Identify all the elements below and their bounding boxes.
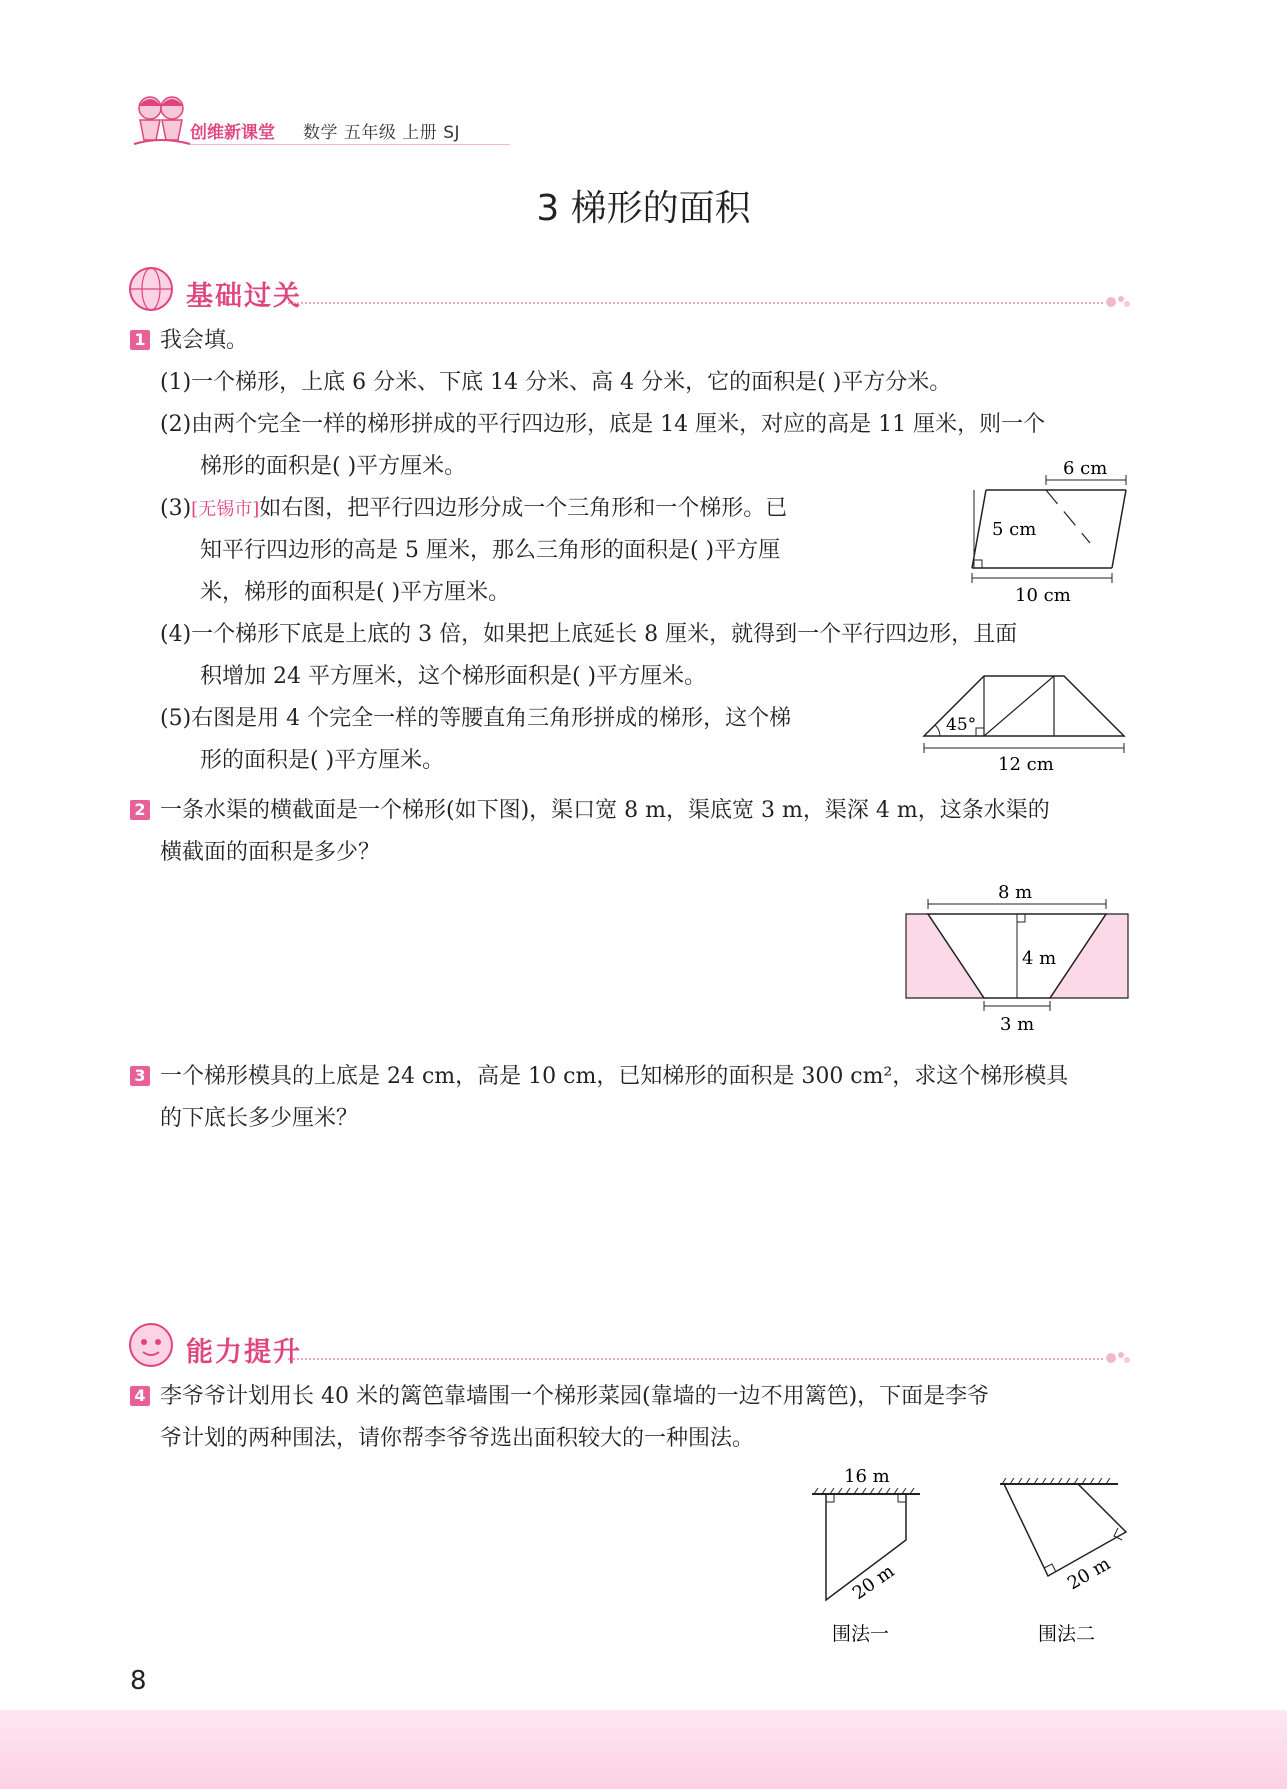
fence-method-1-figure	[806, 1460, 936, 1650]
q3-line2: 的下底长多少厘米？	[160, 1106, 359, 1131]
q1-title: 我会填。	[160, 328, 249, 353]
q1-part5-line2: 形的面积是( )平方厘米。	[200, 748, 445, 773]
header-rule	[190, 144, 510, 145]
angle-arc	[935, 725, 940, 736]
q4-line1: 李爷爷计划用长 40 米的篱笆靠墙围一个梯形菜园(靠墙的一边不用篱笆)，下面是李爷	[160, 1384, 990, 1409]
page-number: 8	[130, 1666, 147, 1696]
figure-edge	[1112, 490, 1126, 568]
canal-cross-section-figure	[900, 878, 1134, 1038]
brand-name: 创维新课堂	[190, 123, 275, 143]
page-title: 3 梯形的面积	[536, 188, 751, 229]
dividing-line	[1046, 490, 1090, 543]
q1-part2-line2: 梯形的面积是( )平方厘米。	[200, 454, 467, 479]
bottom-length-label: 12 cm	[998, 754, 1054, 775]
q2-line1: 一条水渠的横截面是一个梯形(如下图)，渠口宽 8 m，渠底宽 3 m，渠深 4 m，这条水渠的	[160, 798, 1050, 823]
dotted-divider	[288, 302, 1103, 304]
bottom-width-label: 3 m	[1000, 1014, 1035, 1035]
footer-band	[0, 1710, 1287, 1789]
section-advanced	[128, 1322, 1128, 1370]
part-text: 如右图，把平行四边形分成一个三角形和一个梯形。已	[259, 496, 788, 521]
book-info: 数学 五年级 上册 SJ	[303, 123, 461, 143]
section-title: 能力提升	[186, 1337, 302, 1368]
q1-part1: (1)一个梯形，上底 6 分米、下底 14 分米、高 4 分米，它的面积是( )平方分米。	[160, 370, 952, 395]
kids-mascot-icon	[128, 88, 198, 158]
part-number: (3)	[160, 496, 192, 521]
top-width-label: 8 m	[998, 882, 1033, 903]
right-angle-mark	[976, 728, 984, 736]
bottom-length-label: 10 cm	[1015, 585, 1071, 606]
region-tag: [无锡市]	[191, 499, 260, 520]
section-basic	[128, 266, 1128, 314]
right-angle-mark	[974, 560, 982, 568]
thinking-face-badge-icon	[128, 1322, 174, 1368]
depth-label: 4 m	[1022, 948, 1057, 969]
q2-line2: 横截面的面积是多少？	[160, 840, 381, 865]
q1-part5-line1: (5)右图是用 4 个完全一样的等腰直角三角形拼成的梯形，这个梯	[160, 706, 792, 731]
page-header	[128, 88, 528, 158]
q1-part3-line3: 米，梯形的面积是( )平方厘米。	[200, 580, 511, 605]
dots-ornament-icon	[1103, 1350, 1133, 1366]
fence-method-2-figure	[996, 1460, 1136, 1650]
top-length-label: 6 cm	[1063, 458, 1108, 479]
q1-part4-line2: 积增加 24 平方厘米，这个梯形面积是( )平方厘米。	[200, 664, 707, 689]
wall-length-label: 16 m	[844, 1466, 890, 1487]
globe-badge-icon	[128, 266, 174, 312]
q1-part2-line1: (2)由两个完全一样的梯形拼成的平行四边形，底是 14 厘米，对应的高是 11 厘米，则一个	[160, 412, 1046, 437]
four-triangles-trapezoid-figure	[918, 660, 1134, 776]
right-angle-mark	[898, 1494, 906, 1502]
parallelogram-figure	[960, 458, 1140, 606]
side-length-label: 20 m	[1064, 1553, 1115, 1595]
q1-part4-line1: (4)一个梯形下底是上底的 3 倍，如果把上底延长 8 厘米，就得到一个平行四边形，且面	[160, 622, 1018, 647]
q1-part3-line1	[160, 488, 787, 531]
question-number: 1	[130, 330, 150, 350]
side-length-label: 20 m	[848, 1560, 899, 1605]
right-angle-mark	[826, 1494, 834, 1502]
q3-line1: 一个梯形模具的上底是 24 cm，高是 10 cm，已知梯形的面积是 300 cm²，求这个梯形模具	[160, 1064, 1069, 1089]
question-number: 4	[130, 1386, 150, 1406]
section-title: 基础过关	[186, 281, 302, 312]
dotted-divider	[288, 1358, 1103, 1360]
question-number: 2	[130, 800, 150, 820]
dots-ornament-icon	[1103, 294, 1133, 310]
question-number: 3	[130, 1066, 150, 1086]
q4-line2: 爷计划的两种围法，请你帮李爷爷选出面积较大的一种围法。	[160, 1426, 755, 1451]
angle-label: 45°	[946, 715, 977, 735]
method-caption: 围法二	[1038, 1623, 1096, 1645]
height-label: 5 cm	[992, 519, 1037, 540]
q1-part3-line2: 知平行四边形的高是 5 厘米，那么三角形的面积是( )平方厘	[200, 538, 781, 563]
inner-edge	[984, 676, 1054, 736]
method-caption: 围法一	[832, 1623, 890, 1645]
